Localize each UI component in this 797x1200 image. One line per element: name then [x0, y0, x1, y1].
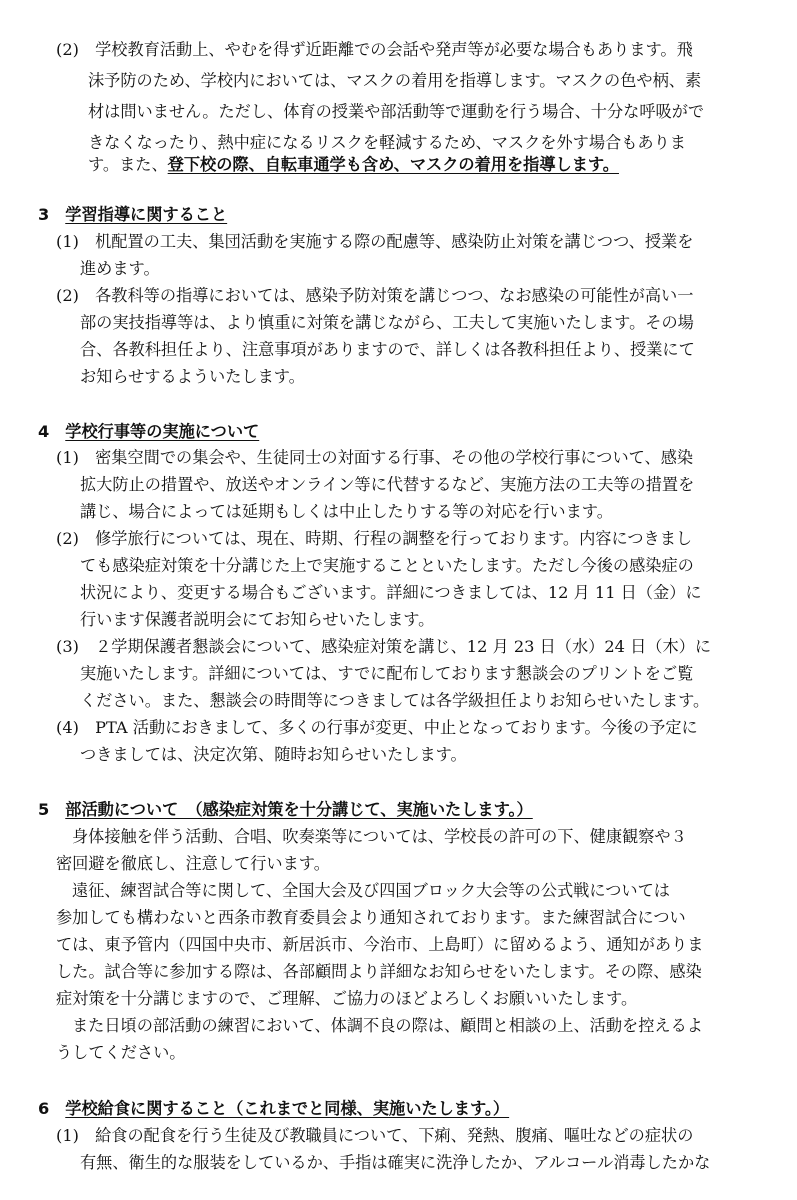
s2-item2-line5	[88, 155, 619, 175]
section5-number: 5	[38, 800, 50, 819]
s4-item2-line4: 行います保護者説明会にてお知らせいたします。	[80, 610, 435, 629]
section4-number: 4	[38, 422, 50, 441]
s2-item2-line1: (2) 学校教育活動上、やむを得ず近距離での会話や発声等が必要な場合もあります。飛	[56, 40, 693, 59]
section3-title: 学習指導に関すること	[65, 205, 228, 224]
section3-heading	[38, 205, 227, 225]
s4-item2-line1: (2) 修学旅行については、現在、時期、行程の調整を行っております。内容につきまし	[56, 529, 693, 548]
section4-title: 学校行事等の実施について	[65, 422, 260, 441]
s4-item2-line2: ても感染症対策を十分講じた上で実施することといたします。ただし今後の感染症の	[80, 556, 694, 575]
section6-title: 学校給食に関すること（これまでと同様、実施いたします。）	[65, 1099, 510, 1118]
s4-item1-line3: 講じ、場合によっては延期もしくは中止したりする等の対応を行います。	[80, 502, 613, 521]
s4-item1-line2: 拡大防止の措置や、放送やオンライン等に代替するなど、実施方法の工夫等の措置を	[80, 475, 695, 494]
s5-p2-line4: した。試合等に参加する際は、各部顧問より詳細なお知らせをいたします。その際、感染	[56, 962, 702, 981]
section5-heading	[38, 800, 533, 820]
s3-item1-line2: 進めます。	[80, 259, 160, 278]
s6-item1-line2: 有無、衛生的な服装をしているか、手指は確実に洗浄したか、アルコール消毒したかな	[80, 1153, 711, 1172]
section3-number: 3	[38, 205, 50, 224]
s5-p1-line1: 身体接触を伴う活動、合唱、吹奏楽等については、学校長の許可の下、健康観察や３	[72, 827, 687, 846]
s3-item2-line4: お知らせするよういたします。	[80, 367, 305, 386]
s2-item2-line5-emphasis: 登下校の際、自転車通学も含め、マスクの着用を指導します。	[167, 155, 619, 174]
s4-item3-line3: ください。また、懇談会の時間等につきましては各学級担任よりお知らせいたします。	[80, 691, 710, 710]
section4-heading	[38, 422, 259, 442]
s2-item2-line3: 材は問いません。ただし、体育の授業や部活動等で運動を行う場合、十分な呼吸がで	[88, 102, 705, 121]
s4-item1-line1: (1) 密集空間での集会や、生徒同士の対面する行事、その他の学校行事について、感染	[56, 448, 694, 467]
s5-p3-line2: うしてください。	[56, 1043, 186, 1062]
s5-p3-line1: また日頃の部活動の練習において、体調不良の際は、顧問と相談の上、活動を控えるよ	[72, 1016, 703, 1035]
s4-item3-line1: (3) ２学期保護者懇談会について、感染症対策を講じ、12 月 23 日（水）24 日（木）に	[56, 637, 712, 656]
section5-title: 部活動について （感染症対策を十分講じて、実施いたします。）	[65, 800, 533, 819]
s5-p2-line5: 症対策を十分講じますので、ご理解、ご協力のほどよろしくお願いいたします。	[56, 989, 638, 1008]
s5-p2-line2: 参加しても構わないと西条市教育委員会より通知されております。また練習試合につい	[56, 908, 686, 927]
section6-number: 6	[38, 1099, 50, 1118]
s2-item2-line2: 沫予防のため、学校内においては、マスクの着用を指導します。マスクの色や柄、素	[88, 71, 702, 90]
s4-item2-line3: 状況により、変更する場合もございます。詳細につきましては、12 月 11 日（金）に	[80, 583, 702, 602]
s3-item2-line1: (2) 各教科等の指導においては、感染予防対策を講じつつ、なお感染の可能性が高い一	[56, 286, 694, 305]
s3-item2-line3: 合、各教科担任より、注意事項がありますので、詳しくは各教科担任より、授業にて	[80, 340, 695, 359]
s2-item2-line5-prefix: す。また、	[88, 155, 168, 174]
s6-item1-line1: (1) 給食の配食を行う生徒及び教職員について、下痢、発熱、腹痛、嘔吐などの症状の	[56, 1126, 694, 1145]
section6-heading	[38, 1099, 509, 1119]
s3-item1-line1: (1) 机配置の工夫、集団活動を実施する際の配慮等、感染防止対策を講じつつ、授業を	[56, 232, 694, 251]
s4-item3-line2: 実施いたします。詳細については、すでに配布しております懇談会のプリントをご覧	[80, 664, 694, 683]
s5-p2-line3: ては、東予管内（四国中央市、新居浜市、今治市、上島町）に留めるよう、通知がありま	[56, 935, 704, 954]
s5-p2-line1: 遠征、練習試合等に関して、全国大会及び四国ブロック大会等の公式戦については	[72, 881, 670, 900]
s4-item4-line2: つきましては、決定次第、随時お知らせいたします。	[80, 745, 467, 764]
s3-item2-line2: 部の実技指導等は、より慎重に対策を講じながら、工夫して実施いたします。その場	[80, 313, 694, 332]
s4-item4-line1: (4) PTA 活動におきまして、多くの行事が変更、中止となっております。今後の予定に	[56, 718, 698, 737]
s5-p1-line2: 密回避を徹底し、注意して行います。	[56, 854, 330, 873]
s2-item2-line4: きなくなったり、熱中症になるリスクを軽減するため、マスクを外す場合もありま	[88, 133, 686, 152]
